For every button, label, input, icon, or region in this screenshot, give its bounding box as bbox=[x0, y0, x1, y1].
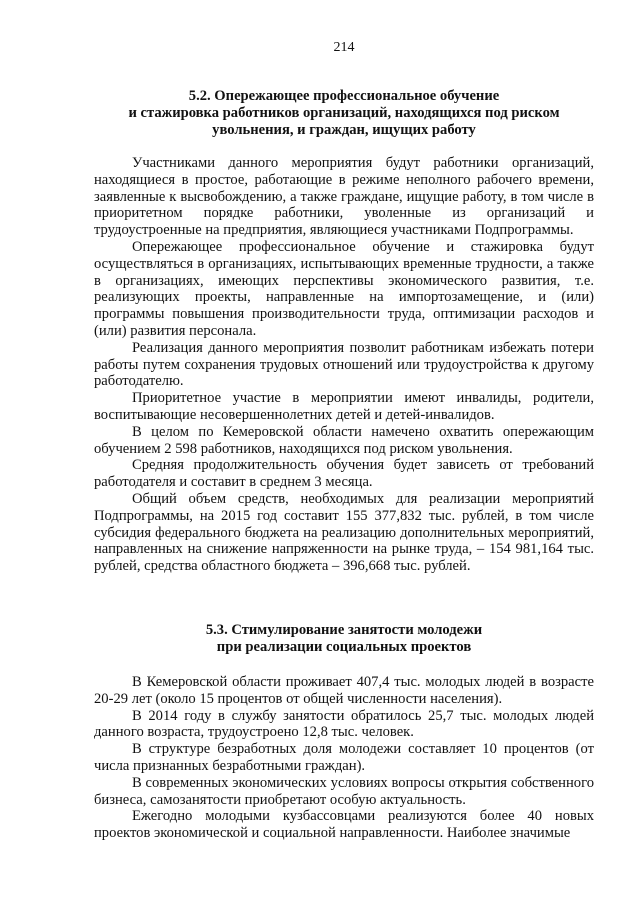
paragraph: В 2014 году в службу занятости обратилось 25,7 тыс. молодых людей данного возраста, трудоустроено 12,8 тыс. человек. bbox=[94, 707, 594, 741]
section-5-2-title-line: и стажировка работников организаций, находящихся под риском bbox=[128, 105, 560, 121]
section-5-3-body bbox=[94, 674, 594, 842]
paragraph: Опережающее профессиональное обучение и стажировка будут осуществляться в организациях, испытывающих временные трудности, а также в организациях, имеющих перспективы экономического развития, т.е. реализующих проекты, направленные на импортозамещение, и (или) программы повышения производительности труда, оптимизации расходов и (или) развития персонала. bbox=[94, 238, 594, 339]
paragraph: Реализация данного мероприятия позволит работникам избежать потери работы путем сохранения трудовых отношений или трудоустройства к другому работодателю. bbox=[94, 339, 594, 390]
section-5-3-title-line: при реализации социальных проектов bbox=[216, 639, 472, 655]
paragraph: В Кемеровской области проживает 407,4 тыс. молодых людей в возрасте 20-29 лет (около 15 процентов от общей численности населения). bbox=[94, 674, 594, 707]
paragraph: Средняя продолжительность обучения будет зависеть от требований работодателя и составит в среднем 3 месяца. bbox=[94, 457, 594, 491]
section-5-3-title-line: 5.3. Стимулирование занятости молодежи bbox=[205, 622, 483, 638]
paragraph: В структуре безработных доля молодежи составляет 10 процентов (от числа признанных безработными граждан). bbox=[94, 741, 594, 774]
paragraph: Участниками данного мероприятия будут работники организаций, находящиеся в простое, работающие в режиме неполного рабочего времени, заявленные к высвобождению, а также граждане, ищущие работу, в том числе в приоритетном порядке работники, уволенные из организаций и трудоустроенные на предприятия, являющиеся участниками Подпрограммы. bbox=[94, 155, 594, 239]
paragraph: Ежегодно молодыми кузбассовцами реализуются более 40 новых проектов экономической и социальной направленности. Наиболее значимые bbox=[94, 808, 594, 842]
paragraph: В современных экономических условиях вопросы открытия собственного бизнеса, самозанятости приобретают особую актуальность. bbox=[94, 774, 594, 808]
page-number: 214 bbox=[333, 40, 355, 55]
section-5-2-title-line: 5.2. Опережающее профессиональное обучение bbox=[188, 88, 500, 104]
section-5-2-body bbox=[94, 155, 594, 575]
section-5-2-title bbox=[94, 88, 594, 139]
section-5-3-title bbox=[94, 622, 594, 656]
paragraph: Приоритетное участие в мероприятии имеют инвалиды, родители, воспитывающие несовершеннолетних детей и детей-инвалидов. bbox=[94, 390, 594, 423]
paragraph: Общий объем средств, необходимых для реализации мероприятий Подпрограммы, на 2015 год составит 155 377,832 тыс. рублей, в том числе субсидия федерального бюджета на реализацию дополнительных мероприятий, направленных на снижение напряженности на рынке труда, – 154 981,164 тыс. рублей, средства областного бюджета – 396,668 тыс. рублей. bbox=[94, 490, 594, 575]
paragraph: В целом по Кемеровской области намечено охватить опережающим обучением 2 598 работников, находящихся под риском увольнения. bbox=[94, 423, 594, 457]
section-5-2-title-line: увольнения, и граждан, ищущих работу bbox=[212, 122, 476, 138]
